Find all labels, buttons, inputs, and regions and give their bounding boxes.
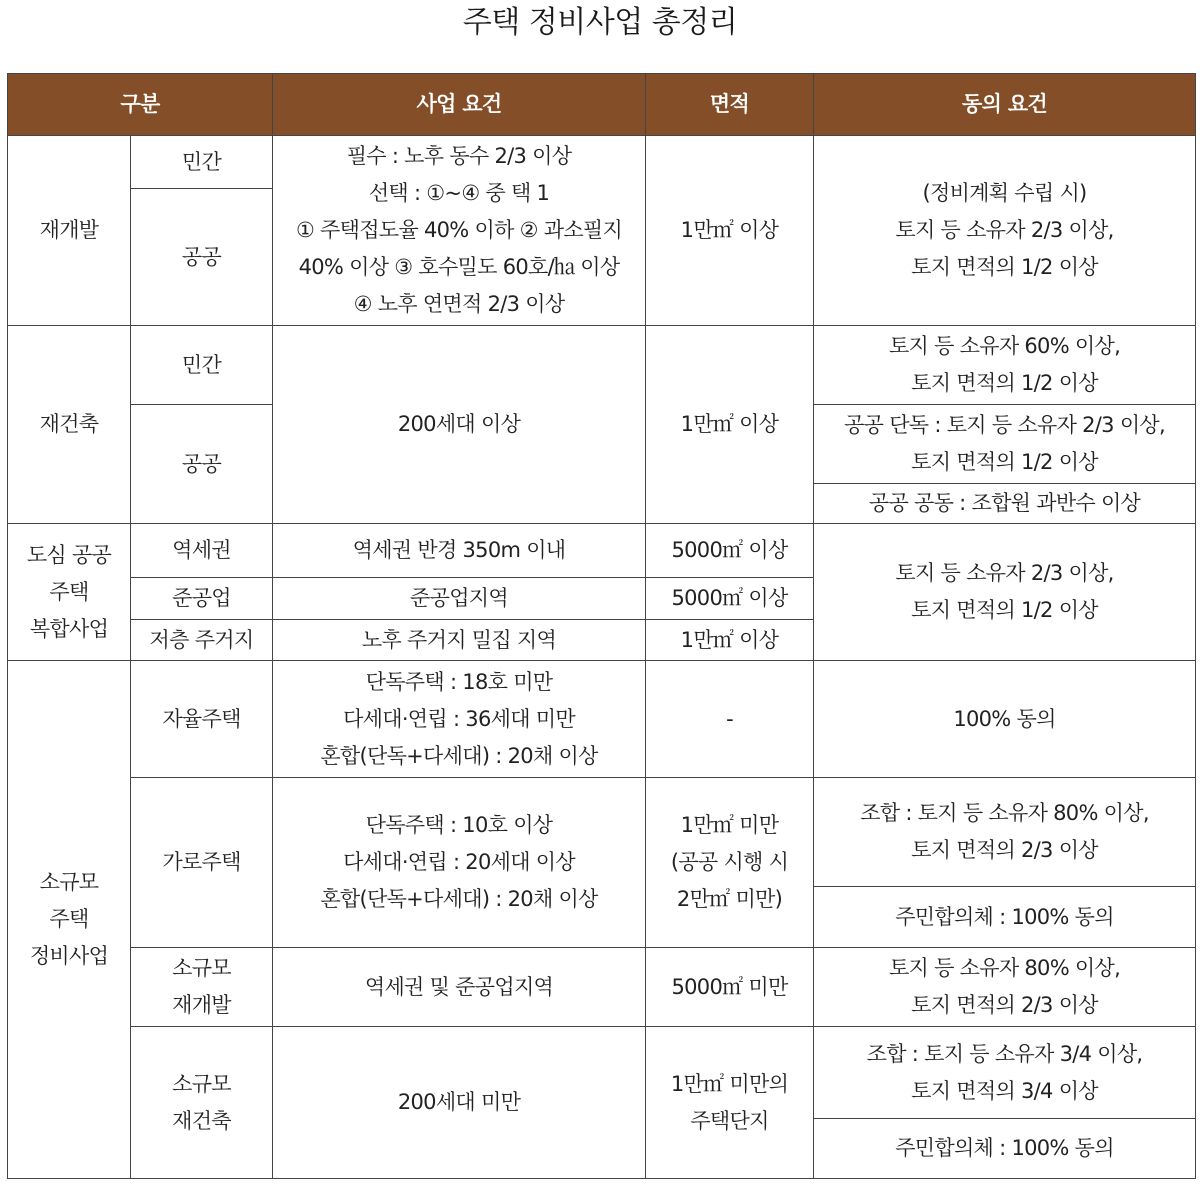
header-requirements: 사업 요건 <box>273 74 646 136</box>
page-title: 주택 정비사업 총정리 <box>462 5 738 40</box>
table-row <box>8 778 1196 887</box>
small-redev-requirements: 역세권 및 준공업지역 <box>273 948 646 1027</box>
urban-area: 1만㎡ 이상 <box>646 620 814 661</box>
reconstruction-public: 공공 <box>131 405 273 524</box>
redevelopment-public: 공공 <box>131 189 273 326</box>
small-redev-consent: 토지 등 소유자 80% 이상, 토지 면적의 2/3 이상 <box>814 948 1196 1027</box>
redevelopment-requirements: 필수 : 노후 동수 2/3 이상 선택 : ①~④ 중 택 1 ① 주택접도율 40% 이하 ② 과소필지 40% 이상 ③ 호수밀도 60호/㏊ 이상 ④ 노후 연면적 2/3 이상 <box>273 136 646 326</box>
table-row <box>8 948 1196 1027</box>
reconstruction-name: 재건축 <box>8 326 131 524</box>
reconstruction-private: 민간 <box>131 326 273 405</box>
reconstruction-consent-public-joint: 공공 공동 : 조합원 과반수 이상 <box>814 484 1196 524</box>
autonomous-type: 자율주택 <box>131 661 273 778</box>
urban-area: 5000㎡ 이상 <box>646 524 814 578</box>
urban-type: 저층 주거지 <box>131 620 273 661</box>
table-row <box>8 326 1196 405</box>
redevelopment-name: 재개발 <box>8 136 131 326</box>
small-redev-area: 5000㎡ 미만 <box>646 948 814 1027</box>
table-row <box>8 661 1196 778</box>
table-row <box>8 524 1196 578</box>
urban-requirements: 노후 주거지 밀집 지역 <box>273 620 646 661</box>
small-recon-type: 소규모 재건축 <box>131 1027 273 1179</box>
redevelopment-summary-table <box>7 73 1196 1179</box>
small-name: 소규모 주택 정비사업 <box>8 661 131 1179</box>
street-type: 가로주택 <box>131 778 273 948</box>
small-redev-type: 소규모 재개발 <box>131 948 273 1027</box>
small-recon-consent-council: 주민합의체 : 100% 동의 <box>814 1119 1196 1179</box>
reconstruction-requirements: 200세대 이상 <box>273 326 646 524</box>
urban-requirements: 역세권 반경 350m 이내 <box>273 524 646 578</box>
autonomous-requirements: 단독주택 : 18호 미만 다세대·연립 : 36세대 미만 혼합(단독+다세대) : 20채 이상 <box>273 661 646 778</box>
street-area: 1만㎡ 미만 (공공 시행 시 2만㎡ 미만) <box>646 778 814 948</box>
reconstruction-area: 1만㎡ 이상 <box>646 326 814 524</box>
urban-requirements: 준공업지역 <box>273 578 646 620</box>
header-area: 면적 <box>646 74 814 136</box>
redevelopment-private: 민간 <box>131 136 273 189</box>
table-header-row <box>8 74 1196 136</box>
redevelopment-area: 1만㎡ 이상 <box>646 136 814 326</box>
header-category: 구분 <box>8 74 273 136</box>
table-row <box>8 1027 1196 1119</box>
autonomous-area: - <box>646 661 814 778</box>
urban-name: 도심 공공 주택 복합사업 <box>8 524 131 661</box>
small-recon-area: 1만㎡ 미만의 주택단지 <box>646 1027 814 1179</box>
header-consent: 동의 요건 <box>814 74 1196 136</box>
reconstruction-consent-public-single: 공공 단독 : 토지 등 소유자 2/3 이상, 토지 면적의 1/2 이상 <box>814 405 1196 484</box>
urban-area: 5000㎡ 이상 <box>646 578 814 620</box>
street-consent-council: 주민합의체 : 100% 동의 <box>814 887 1196 948</box>
urban-consent: 토지 등 소유자 2/3 이상, 토지 면적의 1/2 이상 <box>814 524 1196 661</box>
reconstruction-consent-private: 토지 등 소유자 60% 이상, 토지 면적의 1/2 이상 <box>814 326 1196 405</box>
urban-type: 준공업 <box>131 578 273 620</box>
redevelopment-consent: (정비계획 수립 시) 토지 등 소유자 2/3 이상, 토지 면적의 1/2 이상 <box>814 136 1196 326</box>
street-requirements: 단독주택 : 10호 이상 다세대·연립 : 20세대 이상 혼합(단독+다세대) : 20채 이상 <box>273 778 646 948</box>
autonomous-consent: 100% 동의 <box>814 661 1196 778</box>
small-recon-consent-union: 조합 : 토지 등 소유자 3/4 이상, 토지 면적의 3/4 이상 <box>814 1027 1196 1119</box>
urban-type: 역세권 <box>131 524 273 578</box>
street-consent-union: 조합 : 토지 등 소유자 80% 이상, 토지 면적의 2/3 이상 <box>814 778 1196 887</box>
small-recon-requirements: 200세대 미만 <box>273 1027 646 1179</box>
table-row <box>8 136 1196 189</box>
